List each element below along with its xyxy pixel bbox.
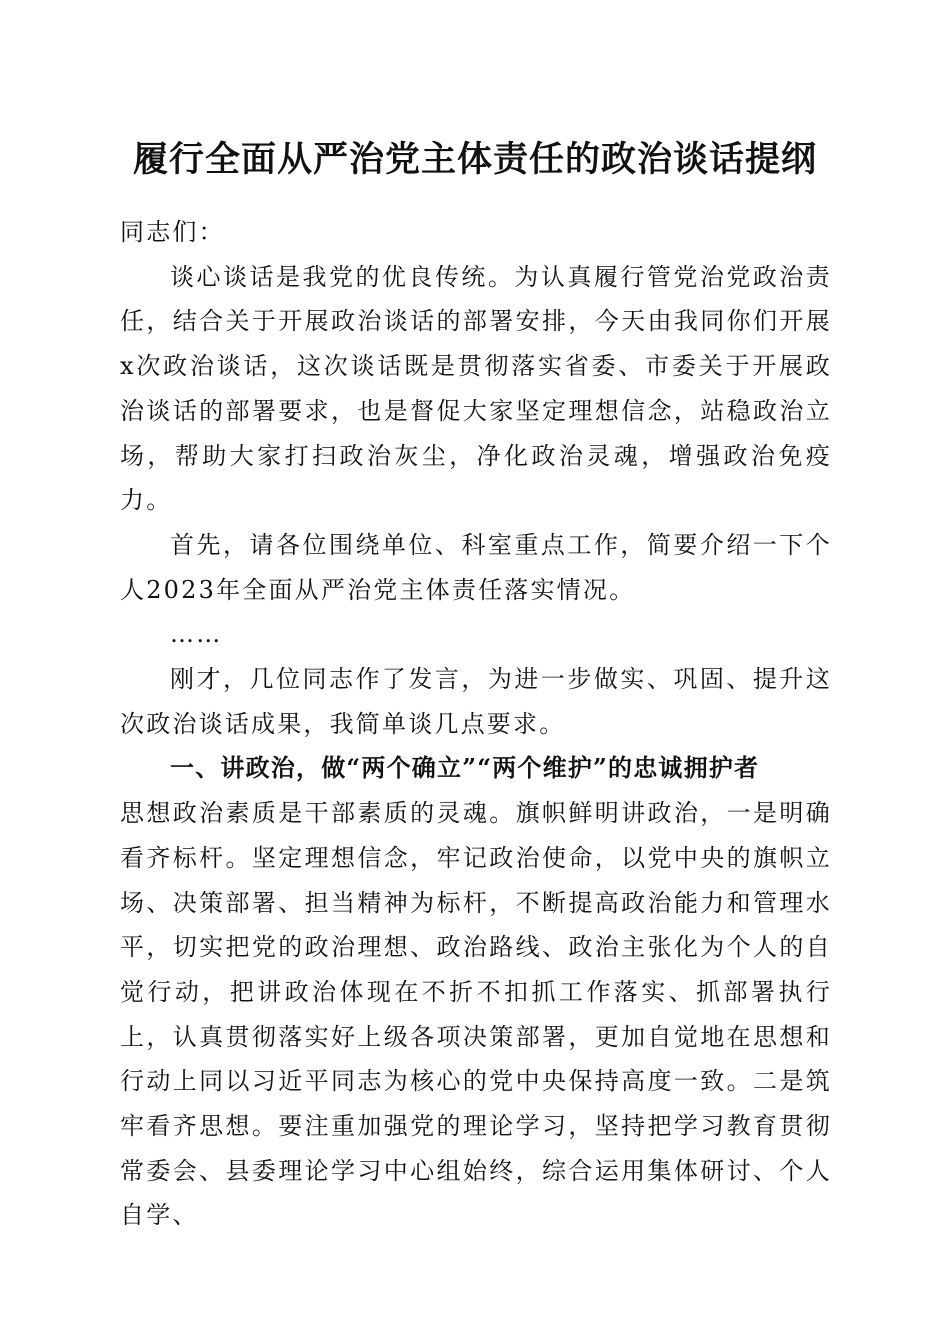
paragraph-first: 首先，请各位围绕单位、科室重点工作，简要介绍一下个人2023年全面从严治党主体责任落实情况。 <box>120 530 832 604</box>
paragraph-ellipsis: …… <box>170 620 223 649</box>
document-title: 履行全面从严治党主体责任的政治谈话提纲 <box>132 139 817 180</box>
document-body <box>120 210 832 1238</box>
paragraph-intro: 谈心谈话是我党的优良传统。为认真履行管党治党政治责任，结合关于开展政治谈话的部署安排，今天由我同你们开展x次政治谈话，这次谈话既是贯彻落实省委、市委关于开展政治谈话的部署要求，也是督促大家坚定理想信念，站稳政治立场，帮助大家打扫政治灰尘，净化政治灵魂，增强政治免疫力。 <box>120 262 832 515</box>
salutation: 同志们： <box>120 218 225 246</box>
paragraph-transition: 刚才，几位同志作了发言，为进一步做实、巩固、提升这次政治谈话成果，我简单谈几点要求。 <box>120 665 832 738</box>
section-heading-1: 一、讲政治，做“两个确立”“两个维护”的忠诚拥护者 <box>170 753 760 783</box>
section-body-1: 思想政治素质是干部素质的灵魂。旗帜鲜明讲政治，一是明确看齐标杆。坚定理想信念，牢记政治使命，以党中央的旗帜立场、决策部署、担当精神为标杆，不断提高政治能力和管理水平，切实把党的政治理想、政治路线、政治主张化为个人的自觉行动，把讲政治体现在不折不扣抓工作落实、抓部署执行上，认真贯彻落实好上级各项决策部署，更加自觉地在思想和行动上同以习近平同志为核心的党中央保持高度一致。二是筑牢看齐思想。要注重加强党的理论学习，坚持把学习教育贯彻常委会、县委理论学习中心组始终，综合运用集体研讨、个人自学、 <box>120 799 832 1230</box>
